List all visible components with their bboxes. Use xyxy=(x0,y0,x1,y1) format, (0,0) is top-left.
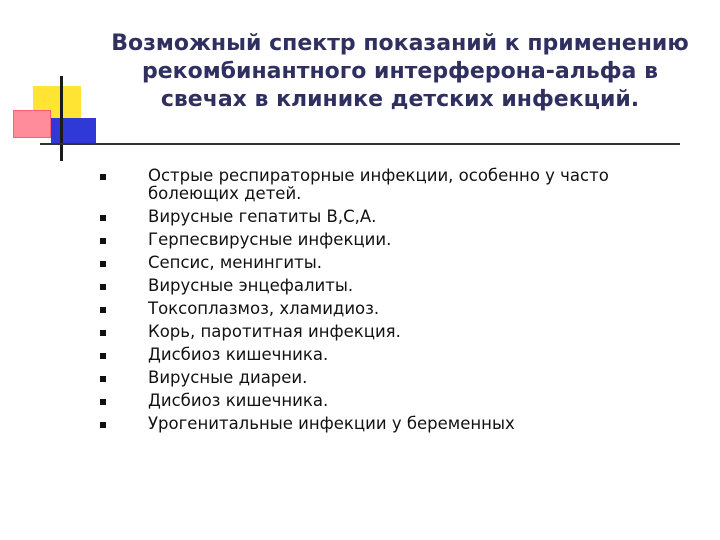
list-item-text: Вирусные гепатиты В,С,А. xyxy=(148,207,377,226)
square-bullet-icon xyxy=(100,307,106,313)
list-item-text: Герпесвирусные инфекции. xyxy=(148,230,392,249)
square-bullet-icon xyxy=(100,174,106,180)
square-bullet-icon xyxy=(100,376,106,382)
square-bullet-icon xyxy=(100,422,106,428)
indications-list xyxy=(100,167,690,438)
list-item xyxy=(100,277,690,295)
title-divider-line xyxy=(40,143,680,145)
list-item-text: Дисбиоз кишечника. xyxy=(148,345,329,364)
decor-red-square xyxy=(13,110,51,138)
list-item xyxy=(100,231,690,249)
square-bullet-icon xyxy=(100,330,106,336)
square-bullet-icon xyxy=(100,261,106,267)
title-line-3: свечах в клинике детских инфекций. xyxy=(160,87,640,112)
list-item xyxy=(100,167,690,203)
list-item-text: Вирусные энцефалиты. xyxy=(148,276,354,295)
list-item xyxy=(100,346,690,364)
list-item xyxy=(100,392,690,410)
title-line-1: Возможный спектр показаний к применению xyxy=(111,31,689,56)
list-item-text: Сепсис, менингиты. xyxy=(148,253,322,272)
decor-blue-square xyxy=(51,118,96,145)
list-item xyxy=(100,323,690,341)
list-item xyxy=(100,300,690,318)
list-item-text: Урогенитальные инфекции у беременных xyxy=(148,414,515,433)
list-item-text: Вирусные диареи. xyxy=(148,368,308,387)
square-bullet-icon xyxy=(100,238,106,244)
square-bullet-icon xyxy=(100,284,106,290)
list-item-text: Корь, паротитная инфекция. xyxy=(148,322,401,341)
list-item xyxy=(100,415,690,433)
decor-vertical-line xyxy=(60,76,63,161)
square-bullet-icon xyxy=(100,399,106,405)
list-item xyxy=(100,208,690,226)
list-item-text: Острые респираторные инфекции, особенно у часто болеющих детей. xyxy=(148,166,609,203)
list-item-text: Дисбиоз кишечника. xyxy=(148,391,329,410)
list-item xyxy=(100,254,690,272)
list-item xyxy=(100,369,690,387)
list-item-text: Токсоплазмоз, хламидиоз. xyxy=(148,299,380,318)
square-bullet-icon xyxy=(100,215,106,221)
title-line-2: рекомбинантного интерферона-альфа в xyxy=(141,59,658,84)
slide-title xyxy=(100,30,700,114)
square-bullet-icon xyxy=(100,353,106,359)
